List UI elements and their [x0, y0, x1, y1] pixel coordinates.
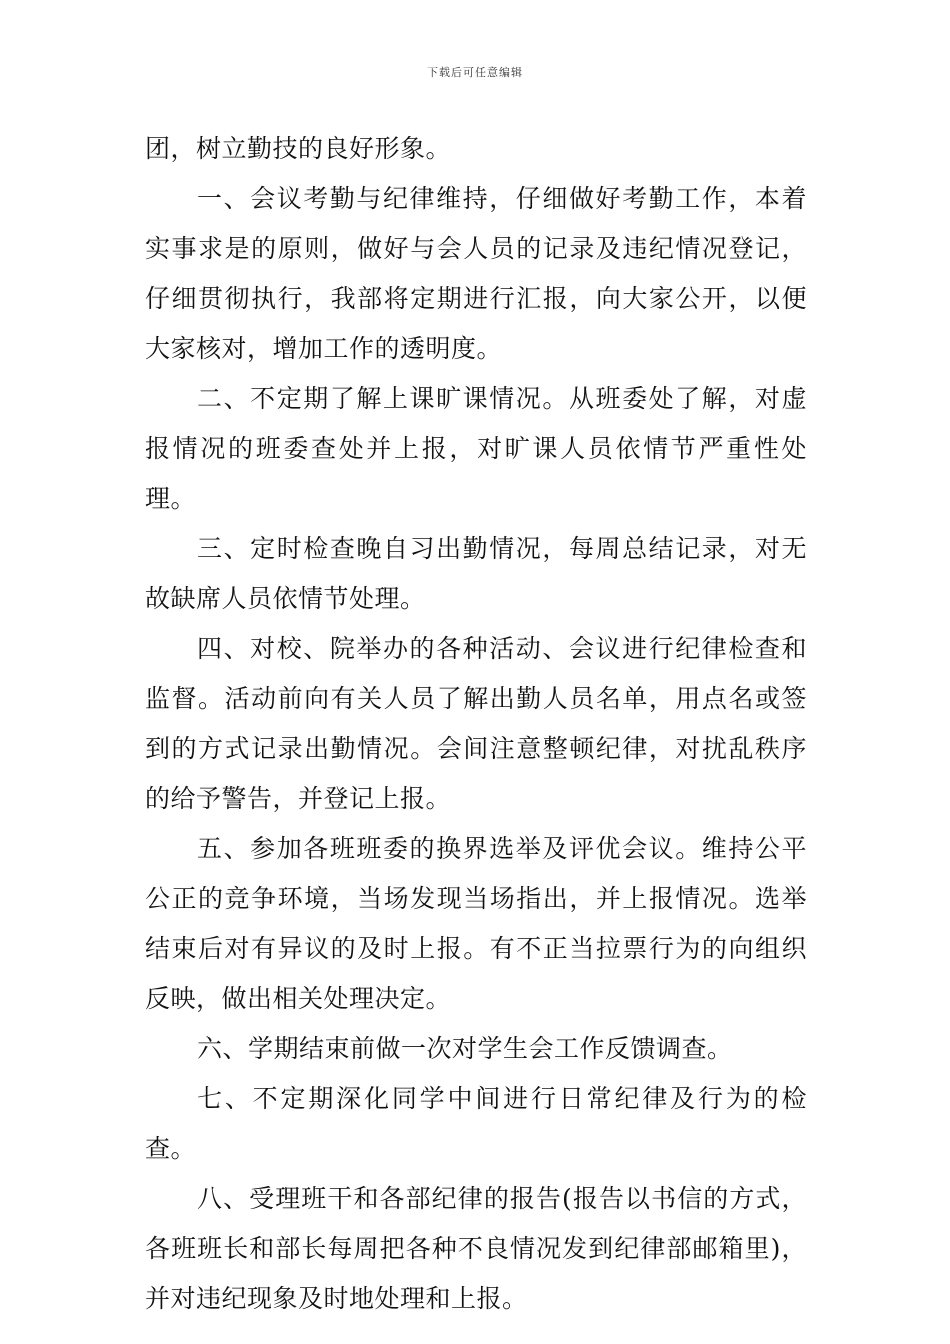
paragraph-continuation: 团，树立勤技的良好形象。: [145, 134, 452, 163]
paragraph-item-6: 六、学期结束前做一次对学生会工作反馈调查。: [197, 1034, 733, 1063]
paragraph-item-7: 七、不定期深化同学中间进行日常纪律及行为的检查。: [145, 1084, 807, 1163]
document-body: [145, 124, 807, 1324]
paragraph-item-4: 四、对校、院举办的各种活动、会议进行纪律检查和监督。活动前向有关人员了解出勤人员名单，用点名或签到的方式记录出勤情况。会间注意整顿纪律，对扰乱秩序的给予警告，并登记上报。: [145, 634, 807, 813]
paragraph-item-1: 一、会议考勤与纪律维持，仔细做好考勤工作，本着实事求是的原则，做好与会人员的记录及违纪情况登记，仔细贯彻执行，我部将定期进行汇报，向大家公开，以便大家核对，增加工作的透明度。: [145, 184, 807, 363]
paragraph-item-2: 二、不定期了解上课旷课情况。从班委处了解，对虚报情况的班委查处并上报，对旷课人员依情节严重性处理。: [145, 384, 807, 513]
paragraph-item-8: 八、受理班干和各部纪律的报告(报告以书信的方式，各班班长和部长每周把各种不良情况发到纪律部邮箱里)，并对违纪现象及时地处理和上报。: [145, 1184, 807, 1313]
header-note: 下载后可任意编辑: [427, 66, 523, 79]
paragraph-item-3: 三、定时检查晚自习出勤情况，每周总结记录，对无故缺席人员依情节处理。: [145, 534, 807, 613]
paragraph-item-5: 五、参加各班班委的换界选举及评优会议。维持公平公正的竞争环境，当场发现当场指出，并上报情况。选举结束后对有异议的及时上报。有不正当拉票行为的向组织反映，做出相关处理决定。: [145, 834, 807, 1013]
